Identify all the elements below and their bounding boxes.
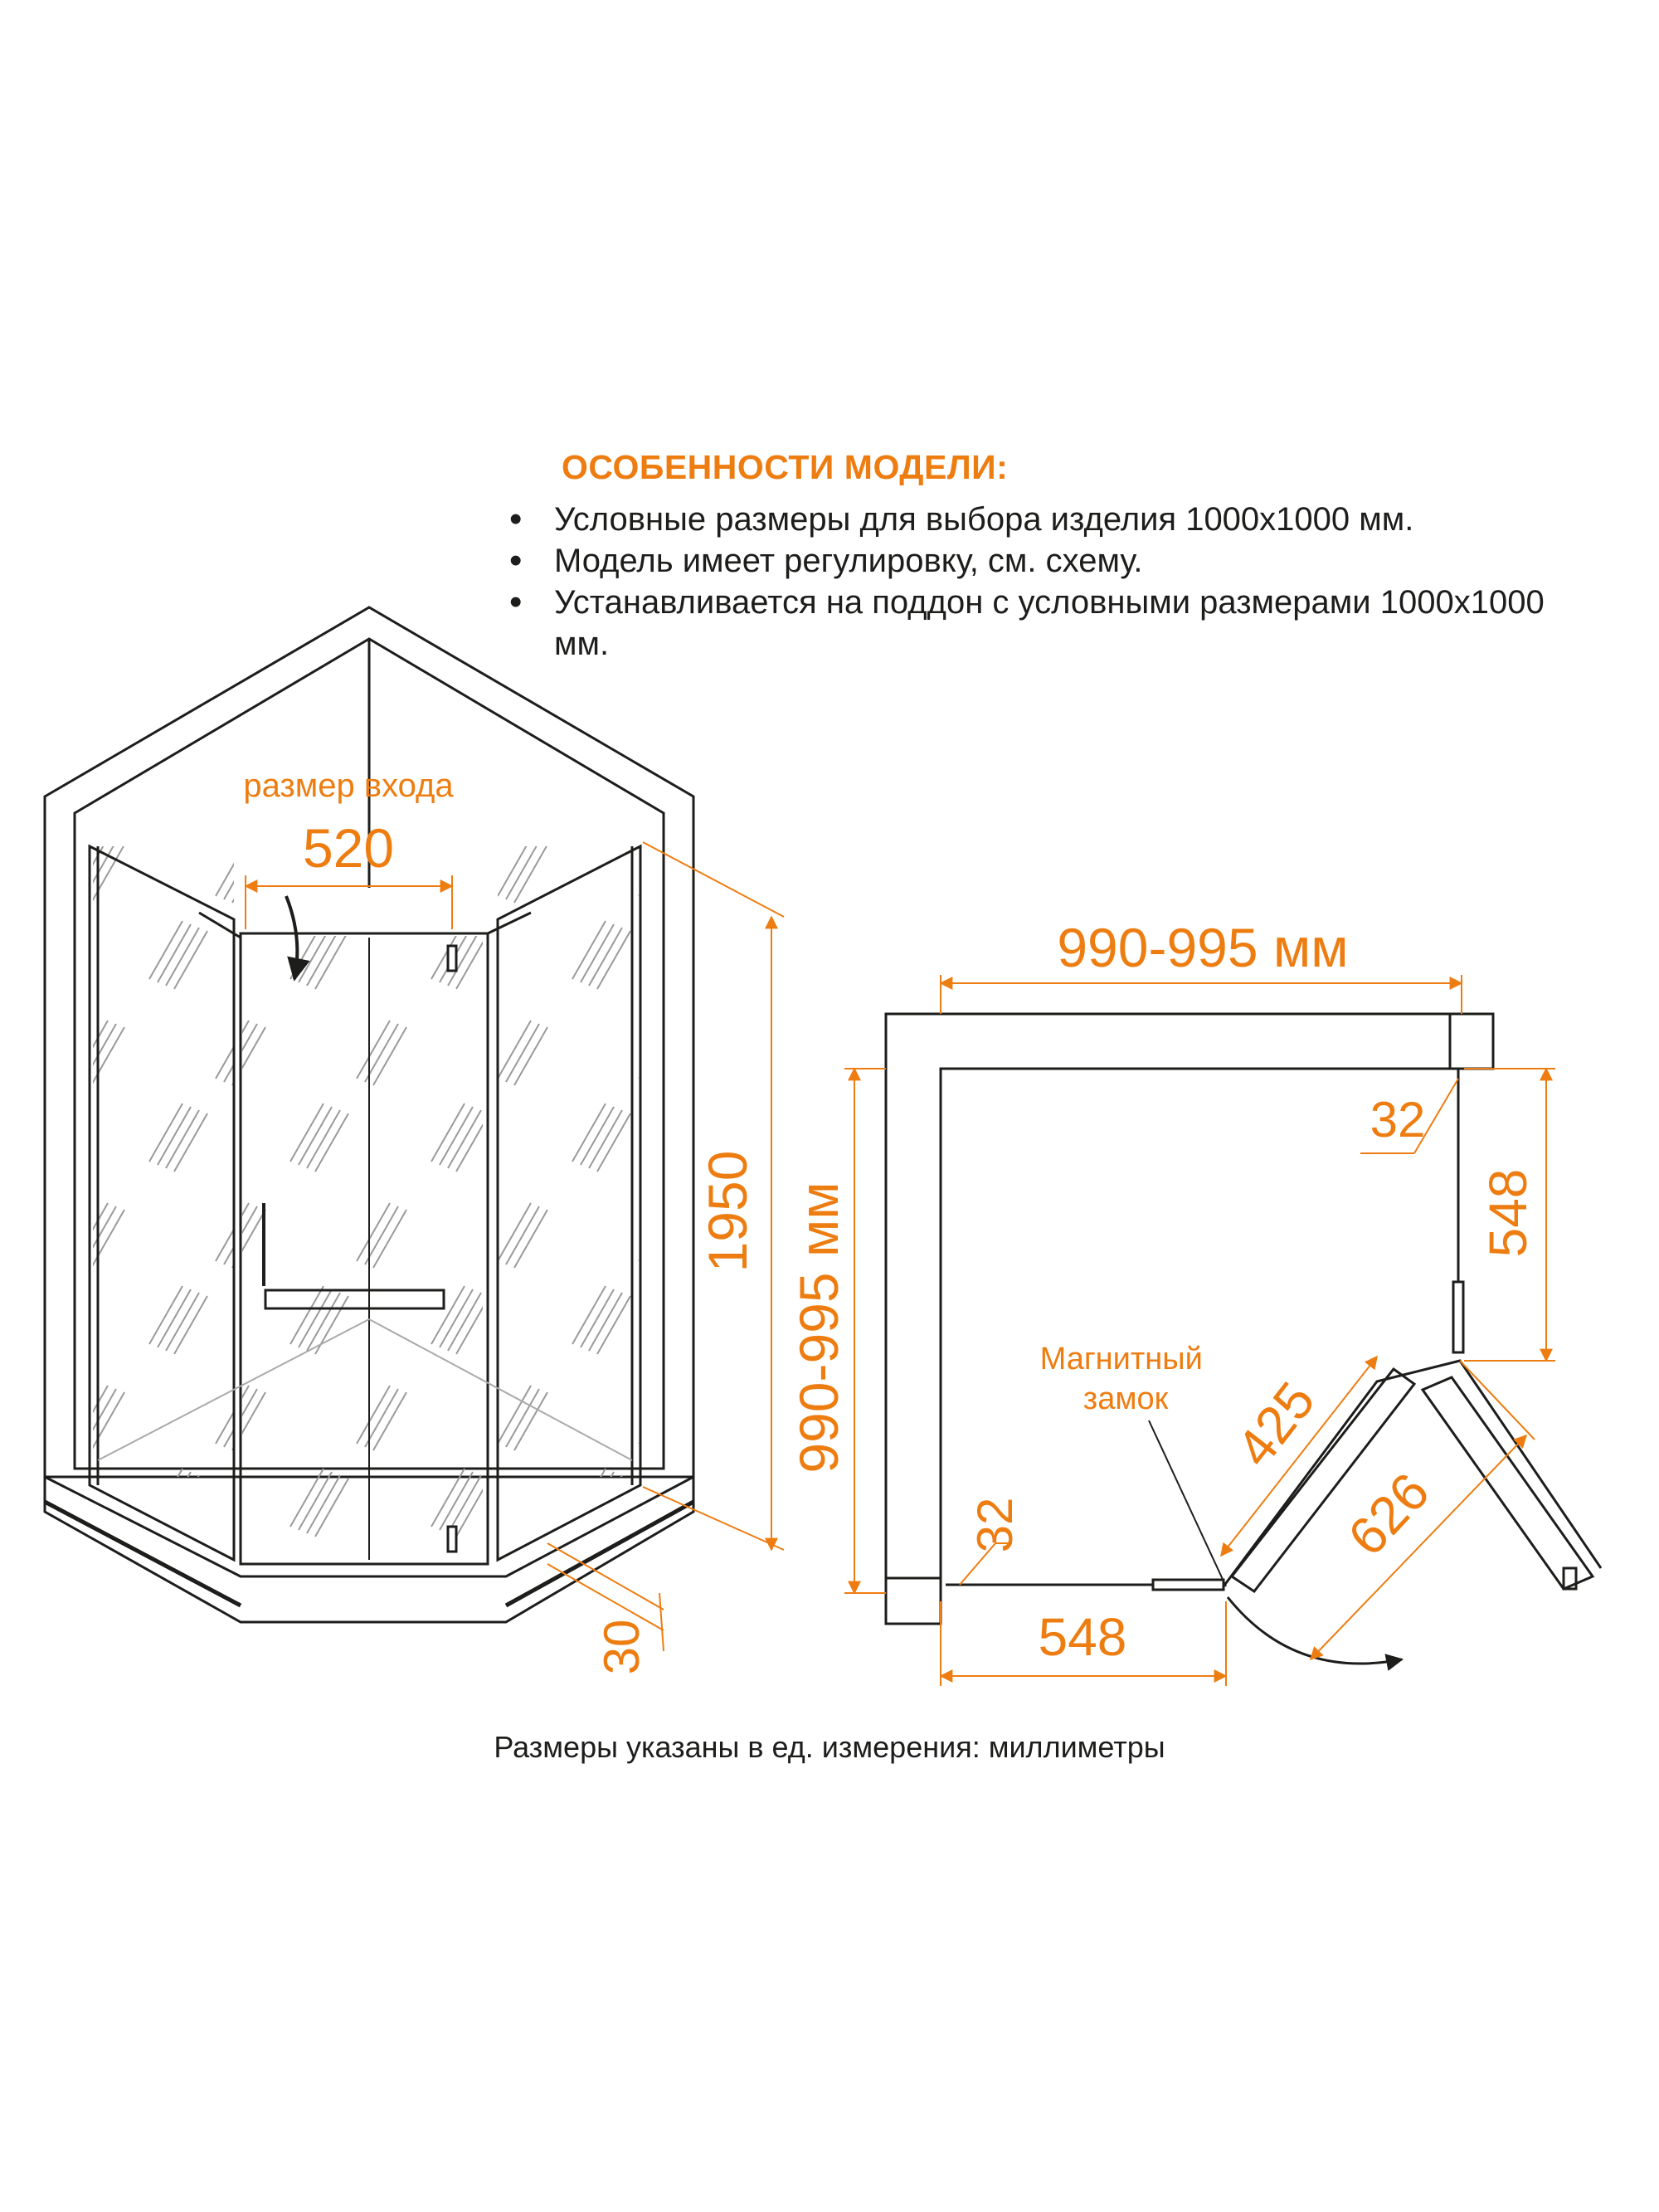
plan-right-panel-value: 548 (1478, 1168, 1538, 1258)
feature-item-1: • Условные размеры для выбора изделия 1000х1000 мм. (554, 499, 1583, 540)
plan-gap-left-value: 32 (967, 1497, 1023, 1553)
plan-view (886, 1014, 1601, 1664)
plan-side-width-value: 990-995 мм (788, 1182, 849, 1474)
left-glass (93, 846, 234, 1477)
magnetic-lock-leader (1149, 1420, 1226, 1586)
feature-item-3: • Устанавливается на поддон с условными размерами 1000х1000 мм. (554, 582, 1583, 665)
entry-size-label: размер входа (243, 767, 454, 804)
plan-gap-right-value: 32 (1370, 1092, 1426, 1147)
right-glass (498, 846, 639, 1477)
feature-item-2: • Модель имеет регулировку, см. схему. (554, 540, 1583, 582)
door-span-value: 626 (1336, 1461, 1441, 1567)
units-footnote: Размеры указаны в ед. измерения: миллиметры (494, 1730, 1165, 1764)
magnetic-lock-line-1: Магнитный (1039, 1342, 1203, 1376)
magnetic-lock-line-2: замок (1082, 1381, 1169, 1416)
features-title: ОСОБЕННОСТИ МОДЕЛИ: (562, 448, 1009, 486)
entry-width-value: 520 (302, 817, 395, 879)
tray-height-value: 30 (594, 1619, 649, 1675)
height-value: 1950 (697, 1150, 758, 1273)
plan-top-width-value: 990-995 мм (1057, 917, 1349, 978)
door-width-value: 425 (1224, 1371, 1326, 1478)
plan-bottom-panel-value: 548 (1038, 1607, 1127, 1667)
magnetic-lock-label (1040, 1342, 1212, 1416)
front-view (45, 607, 693, 1622)
door-leaf-right (1423, 1377, 1593, 1589)
door-glass (242, 936, 483, 1554)
